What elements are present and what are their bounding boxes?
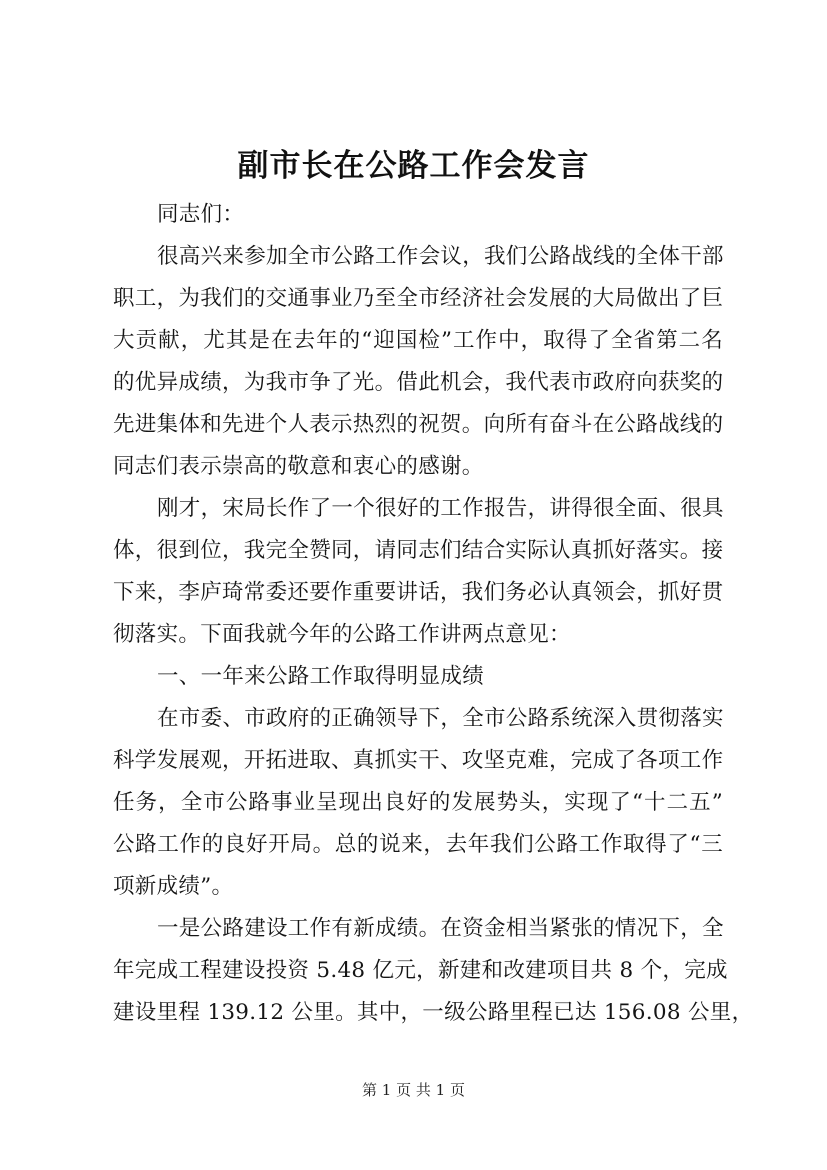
paragraph-line: 体，很到位，我完全赞同，请同志们结合实际认真抓好落实。接 xyxy=(113,538,724,563)
paragraph-line: 项新成绩”。 xyxy=(113,874,234,899)
paragraph-line: 大贡献，尤其是在去年的“迎国检”工作中，取得了全省第二名 xyxy=(113,328,723,353)
paragraph-line: 的优异成绩，为我市争了光。借此机会，我代表市政府向获奖的 xyxy=(113,370,724,395)
paragraph-line: 同志们表示崇高的敬意和衷心的感谢。 xyxy=(113,454,484,479)
section-heading: 一、一年来公路工作取得明显成绩 xyxy=(157,664,485,689)
paragraph-line: 下来，李庐琦常委还要作重要讲话，我们务必认真领会，抓好贯 xyxy=(113,580,724,605)
page-number-footer: 第 1 页 共 1 页 xyxy=(362,1081,465,1099)
paragraph-line: 一是公路建设工作有新成绩。在资金相当紧张的情况下，全 xyxy=(157,916,724,941)
paragraph-line: 年完成工程建设投资 5.48 亿元，新建和改建项目共 8 个，完成 xyxy=(113,958,728,983)
paragraph-line: 刚才，宋局长作了一个很好的工作报告，讲得很全面、很具 xyxy=(157,496,724,521)
page-title: 副市长在公路工作会发言 xyxy=(237,148,590,184)
paragraph-line: 彻落实。下面我就今年的公路工作讲两点意见： xyxy=(113,622,571,647)
paragraph-line: 公路工作的良好开局。总的说来，去年我们公路工作取得了“三 xyxy=(113,832,723,857)
paragraph-line: 职工，为我们的交通事业乃至全市经济社会发展的大局做出了巨 xyxy=(113,286,724,311)
paragraph-line: 科学发展观，开拓进取、真抓实干、攻坚克难，完成了各项工作 xyxy=(113,748,724,773)
salutation: 同志们： xyxy=(157,202,245,227)
paragraph-line: 很高兴来参加全市公路工作会议，我们公路战线的全体干部 xyxy=(157,244,724,269)
paragraph-line: 在市委、市政府的正确领导下，全市公路系统深入贯彻落实 xyxy=(157,706,724,731)
paragraph-line: 先进集体和先进个人表示热烈的祝贺。向所有奋斗在公路战线的 xyxy=(113,412,724,437)
paragraph-line: 任务，全市公路事业呈现出良好的发展势头，实现了“十二五” xyxy=(113,790,723,815)
paragraph-line: 建设里程 139.12 公里。其中，一级公路里程已达 156.08 公里， xyxy=(113,1000,754,1025)
